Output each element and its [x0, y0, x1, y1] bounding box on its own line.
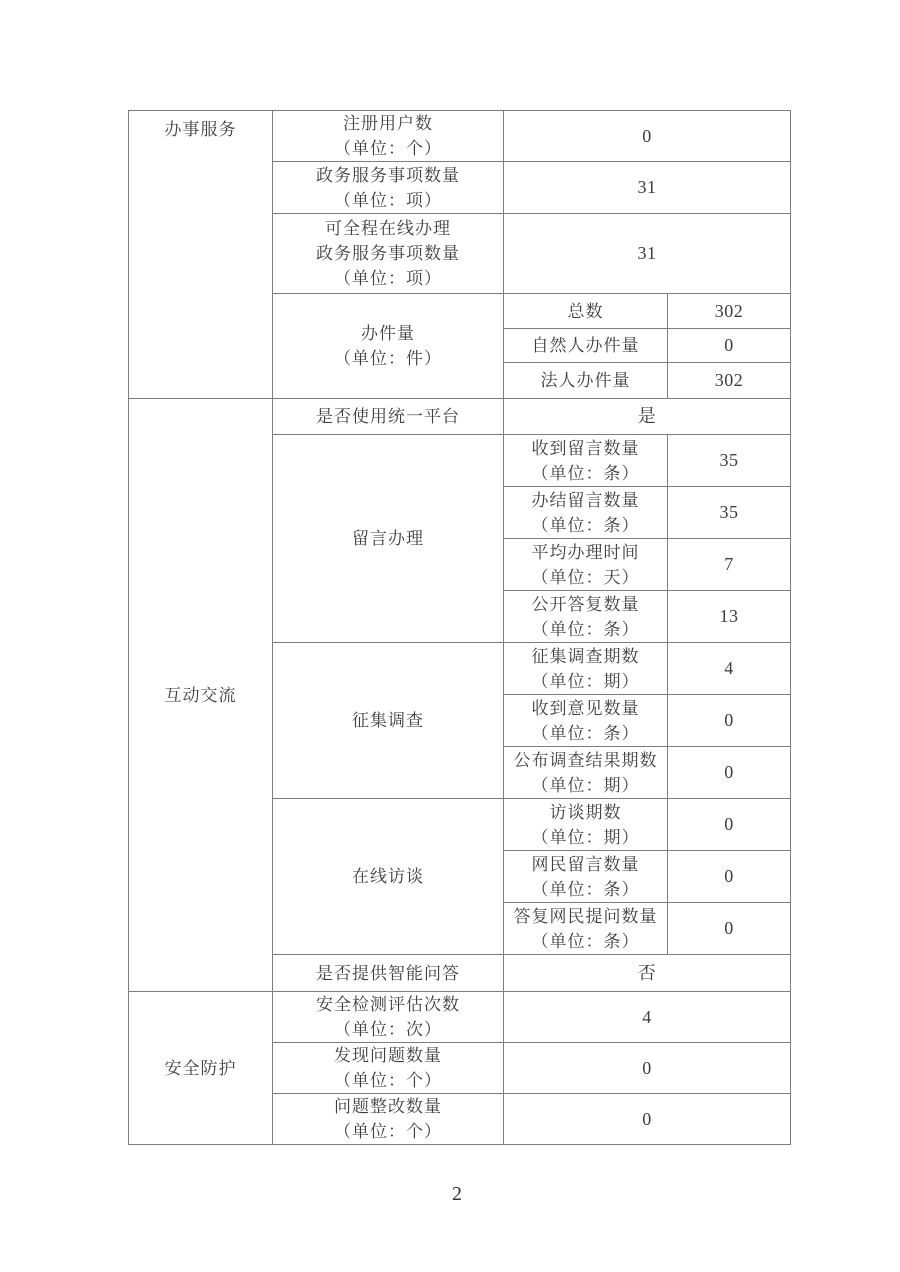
value-cell: 13 [668, 591, 791, 643]
label-line: （单位：条） [531, 723, 640, 743]
value-cell: 31 [504, 162, 791, 214]
label-line: 平均办理时间 [531, 542, 640, 562]
group-cell-security: 安全防护 [129, 992, 273, 1145]
label-cell [273, 214, 504, 294]
sub-label-cell [504, 487, 668, 539]
label-line: 安全检测评估次数 [316, 995, 460, 1014]
group-cell-service: 办事服务 [129, 111, 273, 399]
table-row [129, 111, 791, 162]
label-line: 征集调查期数 [531, 646, 640, 666]
value-cell: 0 [504, 111, 791, 162]
label-line: （单位：项） [334, 190, 442, 210]
value-cell: 0 [668, 747, 791, 799]
label-line: 注册用户数 [343, 114, 433, 133]
label-line: 发现问题数量 [334, 1046, 442, 1065]
label-cell [273, 162, 504, 214]
label-line: 收到留言数量 [531, 438, 640, 458]
sub-label-cell: 法人办件量 [504, 363, 668, 399]
value-cell: 0 [668, 329, 791, 363]
value-cell: 0 [504, 1094, 791, 1145]
sub-label-cell [504, 591, 668, 643]
sub-label-cell [504, 903, 668, 955]
label-line: 收到意见数量 [531, 698, 640, 718]
value-cell: 0 [668, 695, 791, 747]
label-line: （单位：个） [334, 1071, 442, 1090]
label-line: 政务服务事项数量 [316, 244, 460, 263]
sub-label-cell [504, 747, 668, 799]
page-number: 2 [452, 1183, 462, 1205]
label-cell [273, 294, 504, 399]
label-line: 访谈期数 [549, 802, 622, 822]
label-line: 办件量 [361, 324, 415, 343]
label-line: 征集调查 [352, 711, 424, 730]
label-line: （单位：个） [334, 139, 442, 158]
label-line: （单位：期） [531, 827, 640, 847]
sub-label-cell [504, 643, 668, 695]
table-row [129, 399, 791, 435]
label-cell [273, 1094, 504, 1145]
label-line: 政务服务事项数量 [316, 165, 460, 185]
value-cell: 4 [668, 643, 791, 695]
label-line: 是否使用统一平台 [316, 407, 460, 426]
value-cell: 302 [668, 294, 791, 329]
sub-label-cell [504, 799, 668, 851]
label-line: 办结留言数量 [531, 490, 640, 510]
value-cell: 是 [504, 399, 791, 435]
sub-label-cell [504, 435, 668, 487]
label-line: （单位：项） [334, 269, 442, 288]
label-line: （单位：条） [531, 463, 640, 483]
label-line: （单位：次） [334, 1020, 442, 1039]
label-line: 是否提供智能问答 [316, 963, 460, 983]
table-row [129, 992, 791, 1043]
gov-website-report-table [128, 110, 791, 1145]
sub-label-cell: 总数 [504, 294, 668, 329]
value-cell: 4 [504, 992, 791, 1043]
label-line: （单位：件） [334, 349, 442, 368]
label-line: 网民留言数量 [531, 854, 640, 874]
label-cell [273, 992, 504, 1043]
label-line: （单位：条） [531, 619, 640, 639]
label-cell [273, 643, 504, 799]
label-line: 留言办理 [352, 529, 424, 548]
label-cell [273, 955, 504, 992]
value-cell: 35 [668, 435, 791, 487]
label-line: 在线访谈 [352, 867, 424, 886]
label-line: 公布调查结果期数 [513, 750, 658, 770]
value-cell: 0 [668, 851, 791, 903]
label-line: （单位：期） [531, 775, 640, 795]
value-cell: 7 [668, 539, 791, 591]
label-cell [273, 1043, 504, 1094]
value-cell: 否 [504, 955, 791, 992]
label-line: 问题整改数量 [334, 1097, 442, 1116]
value-cell: 0 [668, 903, 791, 955]
label-cell [273, 435, 504, 643]
value-cell: 0 [504, 1043, 791, 1094]
label-line: （单位：条） [531, 879, 640, 899]
label-cell [273, 111, 504, 162]
label-cell [273, 399, 504, 435]
value-cell: 302 [668, 363, 791, 399]
label-line: （单位：条） [531, 515, 640, 535]
label-line: （单位：个） [334, 1122, 442, 1141]
sub-label-cell [504, 695, 668, 747]
value-cell: 0 [668, 799, 791, 851]
group-cell-interaction: 互动交流 [129, 399, 273, 992]
label-cell [273, 799, 504, 955]
sub-label-cell [504, 851, 668, 903]
label-line: （单位：条） [531, 931, 640, 951]
label-line: 可全程在线办理 [325, 219, 451, 238]
label-line: （单位：天） [531, 567, 640, 587]
label-line: 答复网民提问数量 [513, 906, 658, 926]
value-cell: 31 [504, 214, 791, 294]
label-line: （单位：期） [531, 671, 640, 691]
value-cell: 35 [668, 487, 791, 539]
sub-label-cell: 自然人办件量 [504, 329, 668, 363]
sub-label-cell [504, 539, 668, 591]
label-line: 公开答复数量 [531, 594, 640, 614]
